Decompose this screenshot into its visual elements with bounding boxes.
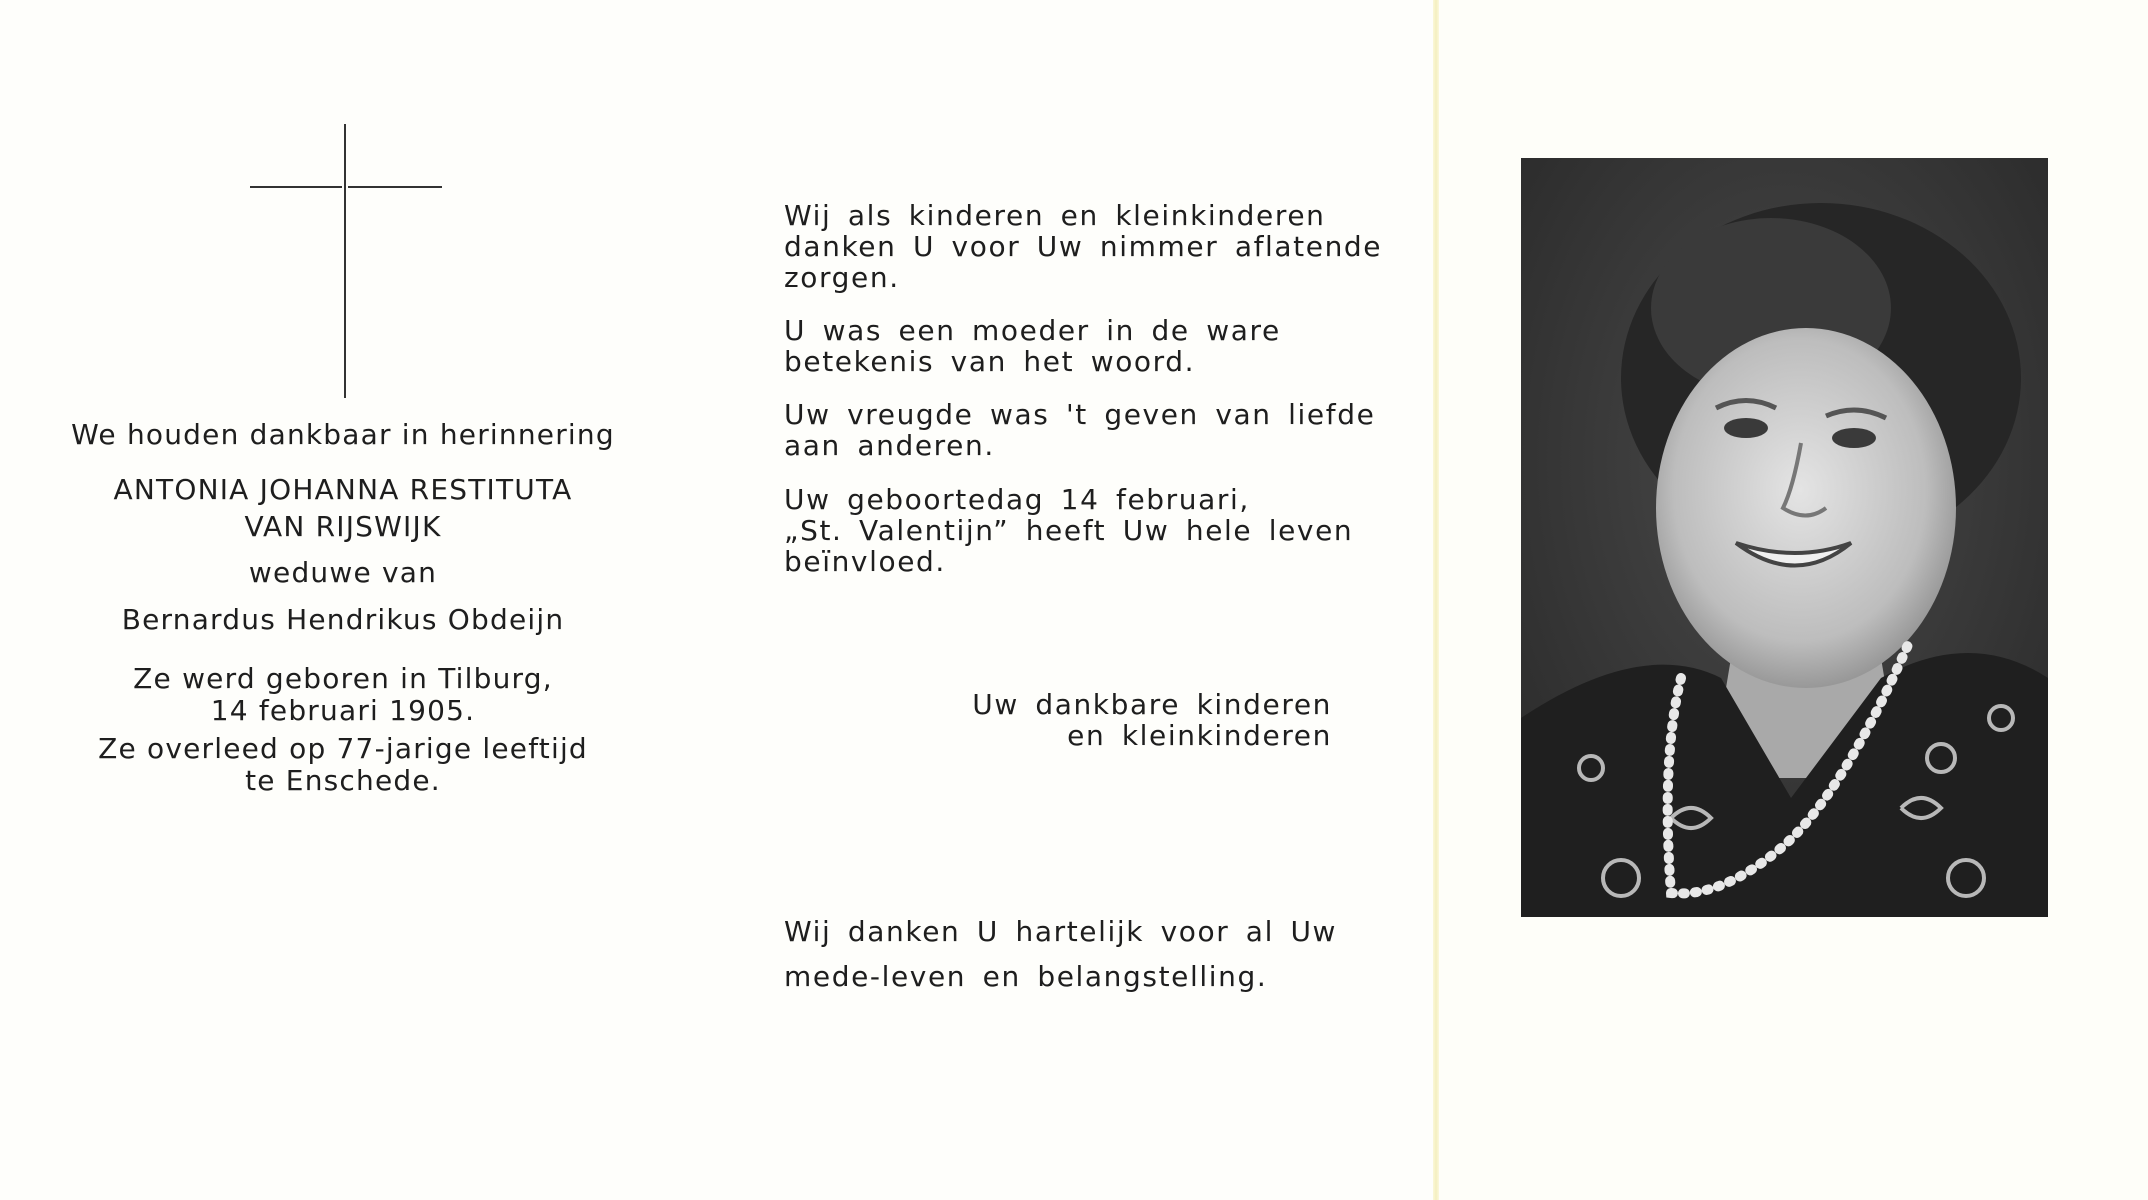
birth-line1: Ze werd geboren in Tilburg, bbox=[133, 662, 553, 695]
husband-name: Bernardus Hendrikus Obdeijn bbox=[121, 603, 565, 636]
thanks-line1: Wij danken U hartelijk voor al Uw bbox=[784, 915, 1338, 948]
signature-line2: en kleinkinderen bbox=[1067, 719, 1332, 752]
tribute-p3-line2: aan anderen. bbox=[784, 429, 995, 462]
portrait-photo bbox=[1521, 158, 2048, 917]
tribute-p1-line3: zorgen. bbox=[784, 261, 900, 294]
death-line2: te Enschede. bbox=[245, 764, 441, 797]
tribute-p4-line2: „St. Valentijn” heeft Uw hele leven bbox=[784, 514, 1354, 547]
birth-line2: 14 februari 1905. bbox=[210, 694, 476, 727]
tribute-p4-line1: Uw geboortedag 14 februari, bbox=[784, 483, 1250, 516]
deceased-name-line2: VAN RIJSWIJK bbox=[244, 510, 442, 543]
signature-line1: Uw dankbare kinderen bbox=[972, 688, 1332, 721]
thanks-line2: mede-leven en belangstelling. bbox=[784, 960, 1268, 993]
tribute-p2-line2: betekenis van het woord. bbox=[784, 345, 1196, 378]
widow-of-text: weduwe van bbox=[248, 556, 438, 589]
tribute-p1-line2: danken U voor Uw nimmer aflatende bbox=[784, 230, 1383, 263]
tribute-p3-line1: Uw vreugde was 't geven van liefde bbox=[784, 398, 1376, 431]
tribute-p4-line3: beïnvloed. bbox=[784, 545, 946, 578]
tribute-p2-line1: U was een moeder in de ware bbox=[784, 314, 1281, 347]
tribute-p1-line1: Wij als kinderen en kleinkinderen bbox=[784, 199, 1326, 232]
intro-text: We houden dankbaar in herinnering bbox=[71, 418, 615, 451]
deceased-name-line1: ANTONIA JOHANNA RESTITUTA bbox=[113, 473, 573, 506]
death-line1: Ze overleed op 77-jarige leeftijd bbox=[98, 732, 588, 765]
